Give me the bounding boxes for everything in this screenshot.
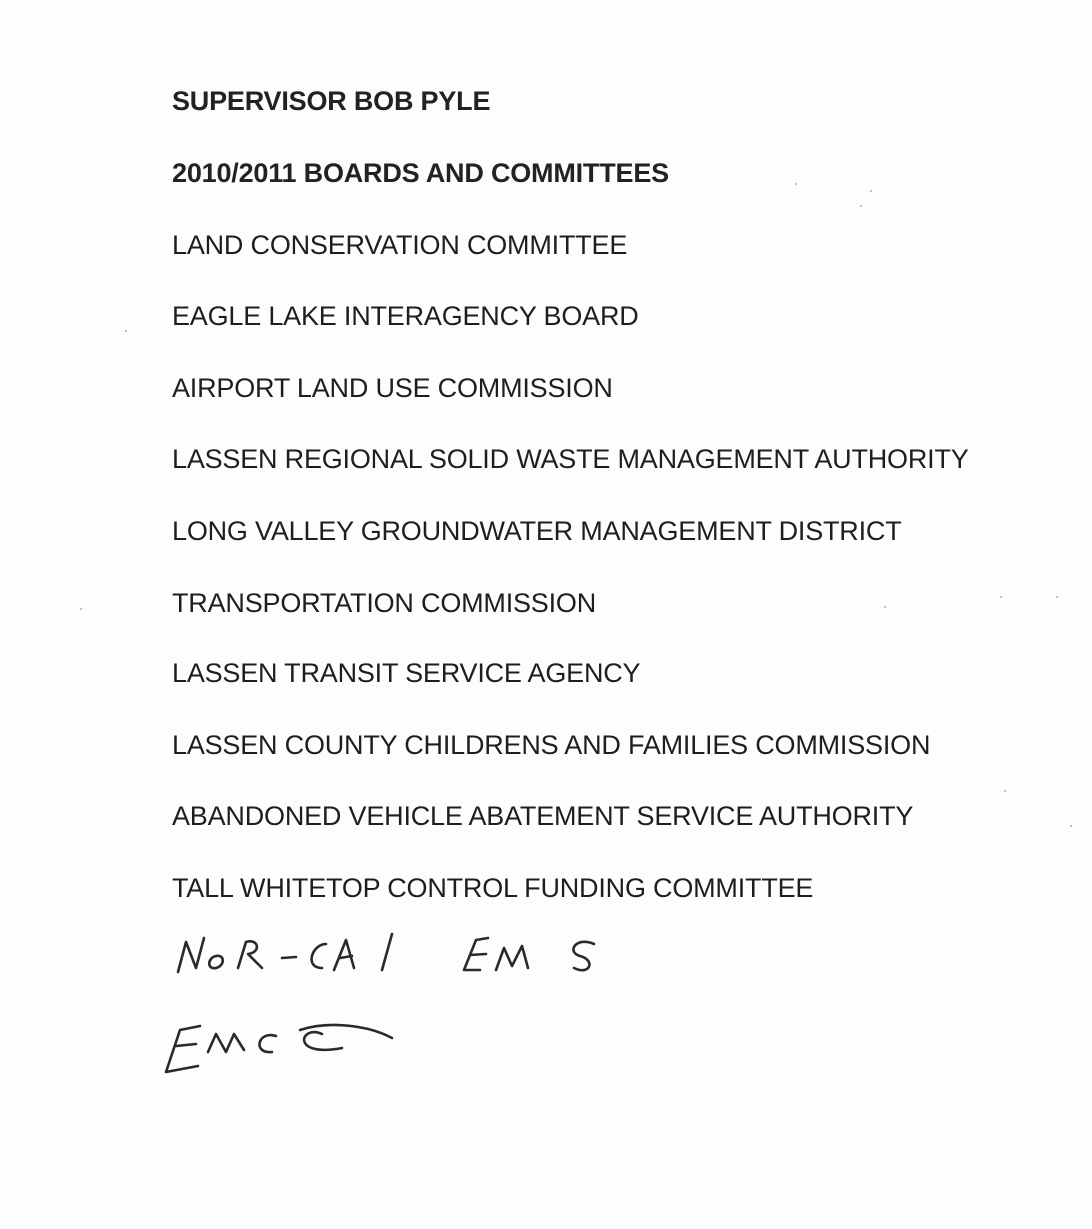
handwriting-stroke <box>166 1026 200 1072</box>
scan-speck <box>860 205 862 207</box>
handwriting-stroke <box>238 941 262 968</box>
handwriting-stroke <box>312 944 326 968</box>
handwriting-stroke <box>209 956 223 968</box>
scan-speck <box>1004 790 1006 792</box>
handwriting-stroke <box>382 934 392 970</box>
scan-speck <box>795 183 797 185</box>
committee-item: TALL WHITETOP CONTROL FUNDING COMMITTEE <box>172 873 814 903</box>
committee-item: TRANSPORTATION COMMISSION <box>172 588 597 618</box>
handwriting-stroke <box>496 946 528 970</box>
handwriting-stroke <box>282 957 296 958</box>
scan-speck <box>80 608 82 610</box>
committee-item: ABANDONED VEHICLE ABATEMENT SERVICE AUTHORITY <box>172 801 914 831</box>
handwriting-stroke <box>260 1035 276 1052</box>
committee-item: LASSEN COUNTY CHILDRENS AND FAMILIES COMMISSION <box>172 730 931 760</box>
committee-item: EAGLE LAKE INTERAGENCY BOARD <box>172 301 639 331</box>
document-subtitle: 2010/2011 BOARDS AND COMMITTEES <box>172 158 669 188</box>
scan-speck <box>125 330 127 332</box>
handwriting-stroke <box>464 938 488 970</box>
committee-item: LASSEN REGIONAL SOLID WASTE MANAGEMENT AUTHORITY <box>172 444 969 474</box>
scan-speck <box>1070 825 1072 827</box>
handwriting-stroke <box>304 1032 342 1050</box>
supervisor-name: SUPERVISOR BOB PYLE <box>172 86 491 116</box>
scan-speck <box>870 190 872 192</box>
handwriting-stroke <box>334 940 354 970</box>
committee-item: LONG VALLEY GROUNDWATER MANAGEMENT DISTRICT <box>172 516 902 546</box>
scan-speck <box>884 606 886 608</box>
committee-item: LAND CONSERVATION COMMITTEE <box>172 230 628 260</box>
scan-speck <box>1056 596 1058 598</box>
committee-item: AIRPORT LAND USE COMMISSION <box>172 373 613 403</box>
scan-speck <box>1000 596 1002 598</box>
handwriting-stroke <box>573 942 594 970</box>
committee-item: LASSEN TRANSIT SERVICE AGENCY <box>172 658 641 688</box>
handwriting-stroke <box>178 938 204 972</box>
handwriting-stroke <box>208 1034 244 1052</box>
